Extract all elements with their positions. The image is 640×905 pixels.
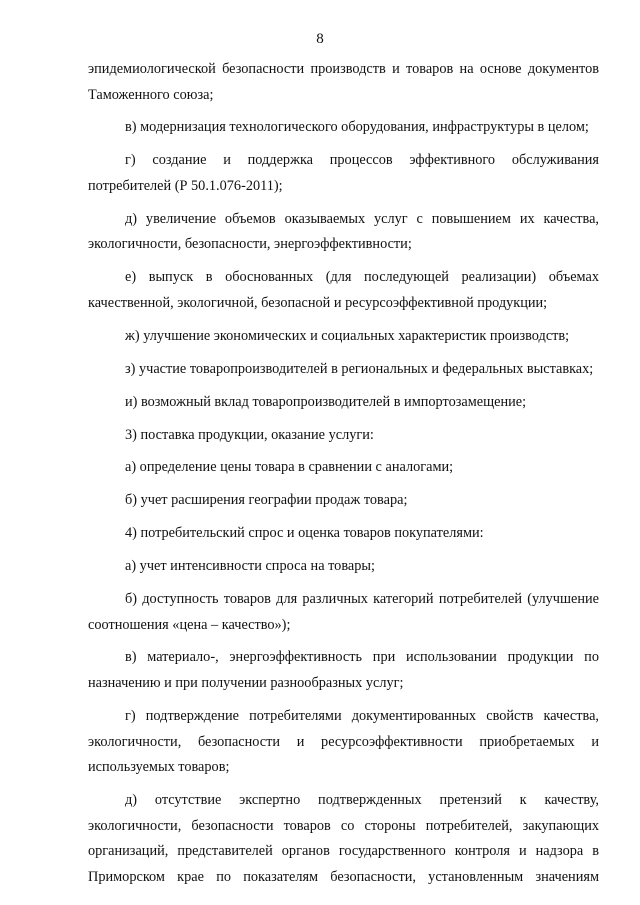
paragraph-item-b: б) доступность товаров для различных категорий потребителей (улучшение соотношения «цена – качество»);	[88, 590, 599, 633]
page-number: 8	[316, 31, 324, 47]
paragraph-item-v: в) модернизация технологического оборудования, инфраструктуры в целом;	[125, 119, 589, 136]
paragraph-item-v: в) материало-, энергоэффективность при использовании продукции по назначению и при получении разнообразных услуг;	[88, 649, 599, 692]
paragraph-continuation: эпидемиологической безопасности производств и товаров на основе документов Таможенного союза;	[88, 61, 599, 103]
paragraph-section-4: 4) потребительский спрос и оценка товаров покупателями:	[125, 525, 484, 542]
paragraph-item-zh: ж) улучшение экономических и социальных характеристик производств;	[125, 327, 570, 344]
paragraph-section-3: 3) поставка продукции, оказание услуги:	[125, 426, 374, 443]
paragraph-item-g: г) создание и поддержка процессов эффективного обслуживания потребителей (Р 50.1.076-2011);	[88, 152, 599, 194]
paragraph-item-d: д) отсутствие экспертно подтвержденных претензий к качеству, экологичности, безопасности товаров со стороны потребителей, закупающих организаций, представителей органов государственного контроля и надзора в Приморском крае по показателям безопасности, установленным значениям	[88, 792, 599, 885]
document-body	[88, 57, 599, 898]
paragraph-item-i: и) возможный вклад товаропроизводителей в импортозамещение;	[125, 393, 527, 410]
paragraph-item-a: а) учет интенсивности спроса на товары;	[125, 558, 375, 575]
paragraph-item-a: а) определение цены товара в сравнении с аналогами;	[125, 459, 454, 476]
paragraph-item-d: д) увеличение объемов оказываемых услуг с повышением их качества, экологичности, безопасности, энергоэффективности;	[88, 210, 599, 253]
paragraph-item-e: е) выпуск в обоснованных (для последующей реализации) объемах качественной, экологичной, безопасной и ресурсоэффективной продукции;	[88, 269, 599, 311]
paragraph-item-z: з) участие товаропроизводителей в региональных и федеральных выставках;	[125, 360, 594, 377]
paragraph-item-b: б) учет расширения географии продаж товара;	[125, 492, 408, 509]
paragraph-item-g: г) подтверждение потребителями документированных свойств качества, экологичности, безопасности и ресурсоэффективности приобретаемых и используемых товаров;	[88, 707, 599, 776]
